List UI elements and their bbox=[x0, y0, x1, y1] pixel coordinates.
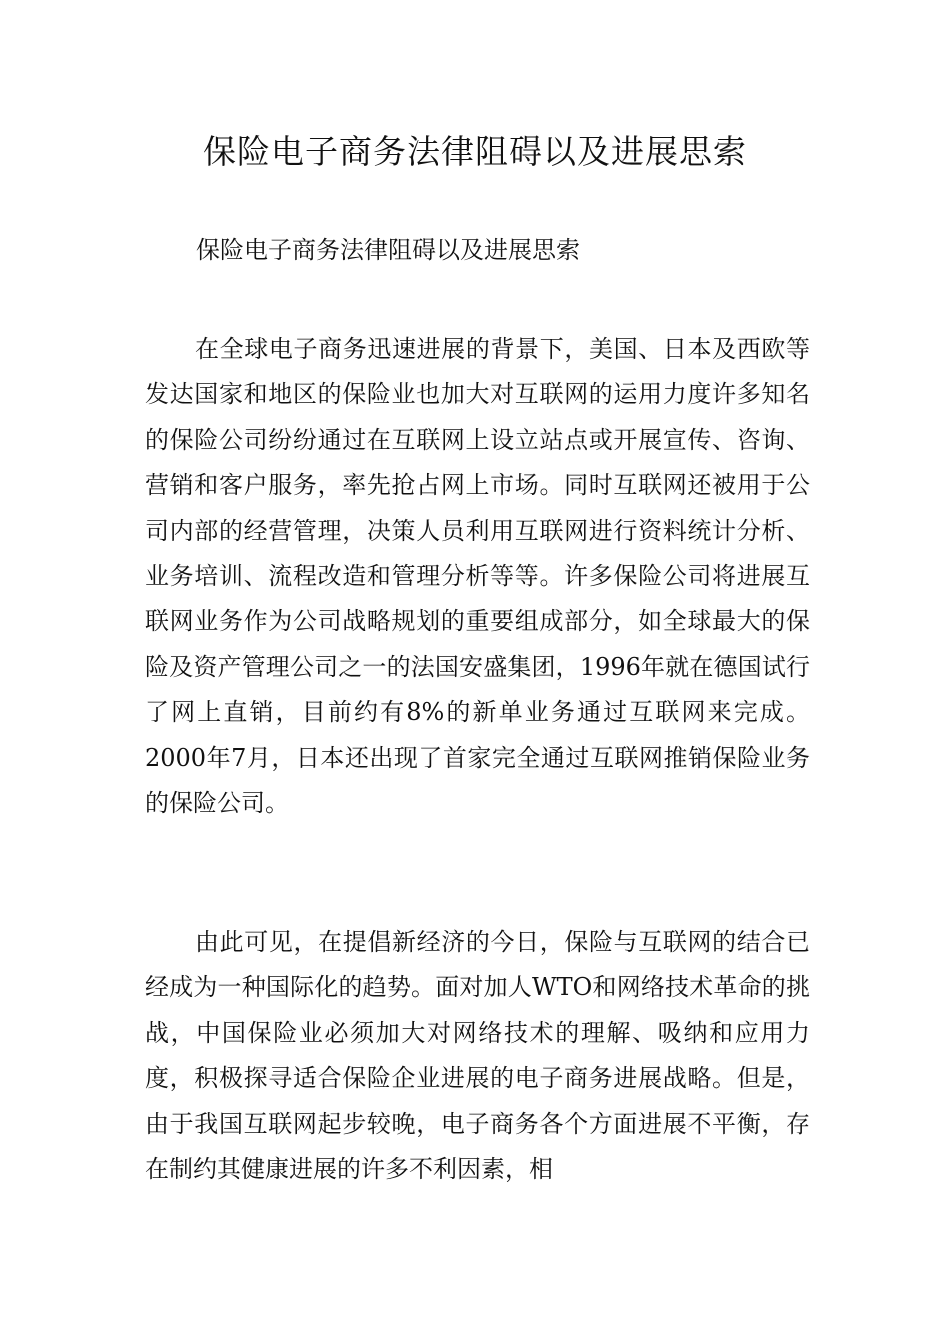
document-subtitle: 保险电子商务法律阻碍以及进展思索 bbox=[196, 236, 580, 264]
body-paragraph-2: 由此可见，在提倡新经济的今日，保险与互联网的结合已经成为一种国际化的趋势。面对加人WTO和网络技术革命的挑战，中国保险业必须加大对网络技术的理解、吸纳和应用力度，积极探寻适合保险企业进展的电子商务进展战略。但是，由于我国互联网起步较晚，电子商务各个方面进展不平衡，存在制约其健康进展的许多不利因素，相 bbox=[145, 928, 810, 1184]
body-paragraph-1: 在全球电子商务迅速进展的背景下，美国、日本及西欧等发达国家和地区的保险业也加大对互联网的运用力度许多知名的保险公司纷纷通过在互联网上设立站点或开展宣传、咨询、营销和客户服务，率先抢占网上市场。同时互联网还被用于公司内部的经营管理，决策人员利用互联网进行资料统计分析、业务培训、流程改造和管理分析等等。许多保险公司将进展互联网业务作为公司战略规划的重要组成部分，如全球最大的保险及资产管理公司之一的法国安盛集团，1996年就在德国试行了网上直销，目前约有8%的新单业务通过互联网来完成。2000年7月，日本还出现了首家完全通过互联网推销保险业务的保险公司。 bbox=[145, 335, 810, 818]
document-title: 保险电子商务法律阻碍以及进展思索 bbox=[203, 132, 747, 171]
